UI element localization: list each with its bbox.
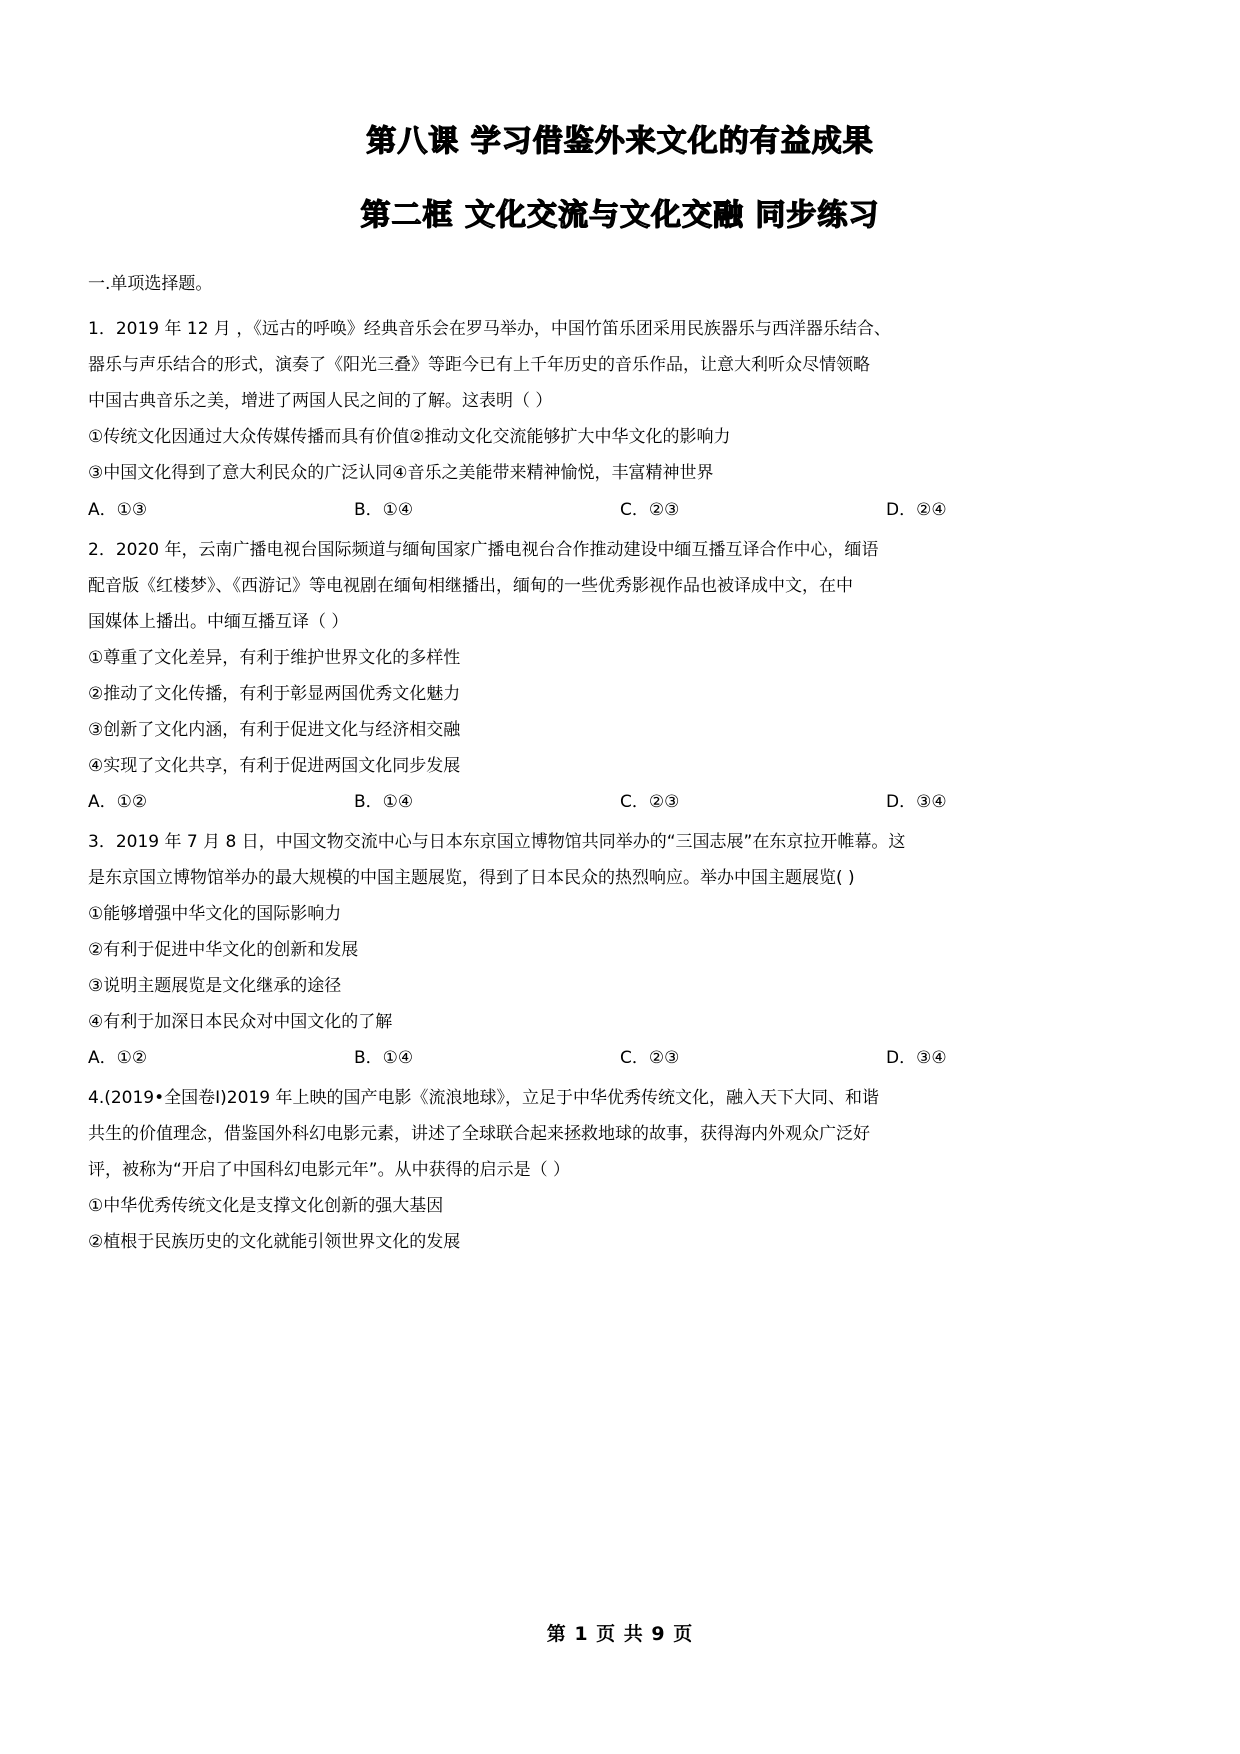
answer-choice-a[interactable]: A．①③ [88,499,148,520]
question-stem-line: 中国古典音乐之美，增进了两国人民之间的了解。这表明（ ） [88,391,553,412]
question-stem-line: 是东京国立博物馆举办的最大规模的中国主题展览，得到了日本民众的热烈响应。举办中国主题展览( ) [88,867,855,888]
question-stem-line: 4.(2019•全国卷Ⅰ)2019 年上映的国产电影《流浪地球》，立足于中华优秀传统文化，融入天下大同、和谐 [88,1088,879,1108]
answer-choice-a[interactable]: A．①② [88,791,148,812]
answer-choice-d[interactable]: D．③④ [886,791,947,812]
answer-choice-b[interactable]: B．①④ [354,1047,414,1068]
question-option-statement: ③中国文化得到了意大利民众的广泛认同④音乐之美能带来精神愉悦，丰富精神世界 [88,463,714,484]
question-2 [88,532,1152,820]
answer-choice-row [88,492,1152,528]
question-stem-line: 评，被称为“开启了中国科幻电影元年”。从中获得的启示是（ ） [88,1160,571,1181]
answer-choice-b[interactable]: B．①④ [354,499,414,520]
question-option-statement: ③创新了文化内涵，有利于促进文化与经济相交融 [88,719,461,740]
section-label: 一.单项选择题。 [88,274,213,294]
answer-choice-d[interactable]: D．③④ [886,1047,947,1068]
question-option-statement: ④实现了文化共享，有利于促进两国文化同步发展 [88,755,461,776]
page-title-lesson: 第八课 学习借鉴外来文化的有益成果 [366,124,874,159]
question-3 [88,824,1152,1076]
answer-choice-c[interactable]: C．②③ [620,499,680,520]
question-stem-line: 1．2019 年 12 月 ，《远古的呼唤》经典音乐会在罗马举办，中国竹笛乐团采用民族器乐与西洋器乐结合、 [88,319,891,340]
question-option-statement: ④有利于加深日本民众对中国文化的了解 [88,1011,393,1032]
page-title-section: 第二框 文化交流与文化交融 同步练习 [360,197,880,233]
question-stem-line: 配音版《红楼梦》、《西游记》等电视剧在缅甸相继播出，缅甸的一些优秀影视作品也被译成中文，在中 [88,575,853,596]
question-1 [88,311,1152,527]
answer-choice-a[interactable]: A．①② [88,1047,148,1068]
answer-choice-c[interactable]: C．②③ [620,1047,680,1068]
question-option-statement: ③说明主题展览是文化继承的途径 [88,975,342,996]
answer-choice-row [88,1040,1152,1076]
answer-choice-b[interactable]: B．①④ [354,791,414,812]
question-stem-line: 2．2020 年，云南广播电视台国际频道与缅甸国家广播电视台合作推动建设中缅互播互译合作中心，缅语 [88,539,879,560]
question-stem-line: 器乐与声乐结合的形式，演奏了《阳光三叠》等距今已有上千年历史的音乐作品，让意大利听众尽情领略 [88,355,870,376]
answer-choice-d[interactable]: D．②④ [886,499,947,520]
question-stem-line: 共生的价值理念，借鉴国外科幻电影元素，讲述了全球联合起来拯救地球的故事，获得海内外观众广泛好 [88,1124,870,1145]
question-4 [88,1080,1152,1260]
question-option-statement: ②植根于民族历史的文化就能引领世界文化的发展 [88,1232,461,1253]
question-option-statement: ①能够增强中华文化的国际影响力 [88,903,342,924]
page-footer: 第 1 页 共 9 页 [546,1623,694,1645]
answer-choice-row [88,784,1152,820]
question-option-statement: ②推动了文化传播，有利于彰显两国优秀文化魅力 [88,683,461,704]
question-stem-line: 国媒体上播出。中缅互播互译（ ） [88,611,349,632]
question-stem-line: 3．2019 年 7 月 8 日，中国文物交流中心与日本东京国立博物馆共同举办的“三国志展”在东京拉开帷幕。这 [88,831,906,852]
question-option-statement: ②有利于促进中华文化的创新和发展 [88,939,359,960]
question-option-statement: ①传统文化因通过大众传媒传播而具有价值②推动文化交流能够扩大中华文化的影响力 [88,427,731,448]
answer-choice-c[interactable]: C．②③ [620,791,680,812]
question-option-statement: ①中华优秀传统文化是支撑文化创新的强大基因 [88,1196,444,1217]
question-option-statement: ①尊重了文化差异，有利于维护世界文化的多样性 [88,647,461,668]
